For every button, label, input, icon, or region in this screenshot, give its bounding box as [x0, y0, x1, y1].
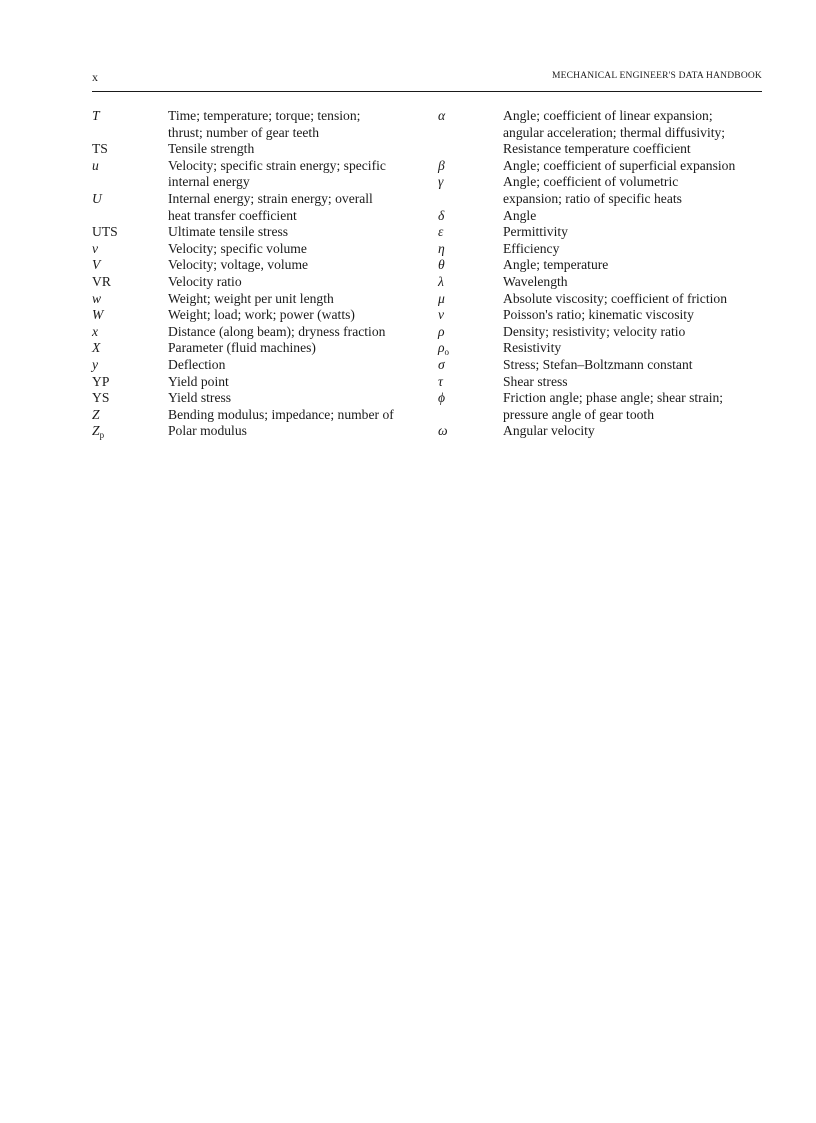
- symbol-glyph: T: [92, 108, 100, 123]
- right-definition-line: Friction angle; phase angle; shear strain;: [503, 390, 724, 406]
- right-symbol: [438, 208, 444, 225]
- right-definition-line: Density; resistivity; velocity ratio: [503, 323, 686, 339]
- symbol-glyph: μ: [438, 290, 445, 306]
- left-symbol: [92, 390, 109, 407]
- left-symbol: [92, 324, 98, 341]
- symbol-glyph: ρ: [438, 323, 445, 339]
- right-definition-line: Wavelength: [503, 274, 568, 289]
- left-definition-line: Parameter (fluid machines): [168, 340, 316, 356]
- right-symbol: [438, 108, 445, 125]
- symbol-glyph: YP: [92, 373, 110, 389]
- right-symbol: [438, 241, 445, 258]
- symbol-glyph: YS: [92, 390, 110, 406]
- right-symbol: [438, 291, 445, 308]
- left-definition-line: thrust; number of gear teeth: [168, 124, 319, 140]
- right-definition-line: Shear stress: [503, 373, 568, 389]
- symbol-subscript: p: [99, 430, 105, 441]
- left-definition-line: Yield point: [168, 373, 229, 389]
- left-symbol: [92, 407, 100, 424]
- symbol-glyph: δ: [438, 207, 445, 223]
- right-definition-line: expansion; ratio of specific heats: [503, 191, 682, 206]
- symbol-glyph: w: [92, 290, 102, 306]
- symbol-glyph: ω: [438, 423, 448, 439]
- right-symbol: [438, 324, 445, 341]
- left-definition-line: Velocity; specific strain energy; specific: [168, 157, 386, 173]
- symbol-glyph: β: [438, 157, 445, 173]
- right-symbol: [438, 374, 443, 391]
- left-symbol: [92, 307, 103, 324]
- left-symbol: [92, 374, 109, 391]
- left-definition-line: Velocity; voltage, volume: [168, 257, 309, 273]
- left-symbol: [92, 108, 100, 125]
- symbol-glyph: W: [92, 307, 104, 323]
- symbol-glyph: ϕ: [438, 390, 446, 406]
- right-symbol: [438, 340, 449, 357]
- symbol-glyph: TS: [92, 141, 108, 157]
- left-definition-line: internal energy: [168, 174, 250, 190]
- symbol-glyph: u: [92, 157, 99, 173]
- symbol-glyph: V: [92, 257, 101, 273]
- right-symbol: [438, 274, 444, 291]
- page-header: [92, 70, 762, 88]
- right-symbol: [438, 174, 443, 191]
- right-symbol: [438, 158, 445, 175]
- symbol-glyph: λ: [438, 274, 444, 289]
- symbol-glyph: ρ: [438, 340, 445, 356]
- symbol-glyph: y: [92, 357, 99, 372]
- right-definition-line: Angle; coefficient of superficial expansion: [503, 157, 736, 173]
- symbol-glyph: α: [438, 108, 446, 123]
- right-definition-line: Efficiency: [503, 240, 560, 256]
- right-definition-line: Stress; Stefan–Boltzmann constant: [503, 357, 693, 372]
- left-definition-line: Polar modulus: [168, 423, 247, 439]
- symbol-glyph: θ: [438, 257, 445, 273]
- left-definition-line: Velocity; specific volume: [168, 240, 307, 256]
- symbol-glyph: ε: [438, 224, 444, 240]
- left-symbol: [92, 158, 99, 175]
- right-definition-line: Angular velocity: [503, 423, 595, 439]
- right-definition-line: Angle: [503, 207, 537, 223]
- symbol-glyph: ν: [438, 307, 445, 323]
- left-definition-line: Weight; weight per unit length: [168, 290, 334, 306]
- page-number: x: [92, 70, 98, 84]
- right-definition-line: Angle; coefficient of volumetric: [503, 174, 679, 190]
- left-symbol: [92, 357, 98, 374]
- symbol-glyph: τ: [438, 373, 443, 389]
- left-definition-line: Time; temperature; torque; tension;: [168, 108, 361, 123]
- left-definition-line: Yield stress: [168, 390, 232, 406]
- left-definition-line: Deflection: [168, 357, 226, 372]
- right-definition-line: pressure angle of gear tooth: [503, 406, 654, 422]
- symbol-glyph: Z: [92, 423, 100, 439]
- left-symbol: [92, 340, 100, 357]
- right-definition-line: angular acceleration; thermal diffusivity;: [503, 124, 726, 140]
- right-symbol: [438, 423, 448, 440]
- left-definition-line: Tensile strength: [168, 141, 255, 157]
- symbol-glyph: U: [92, 191, 102, 206]
- symbol-glyph: γ: [438, 174, 444, 190]
- left-definition-line: heat transfer coefficient: [168, 207, 297, 223]
- header-rule: [92, 91, 762, 92]
- symbol-subscript: o: [444, 347, 450, 358]
- left-definition-line: Internal energy; strain energy; overall: [168, 191, 373, 206]
- left-definition-line: Velocity ratio: [168, 274, 242, 289]
- right-definition-line: Resistance temperature coefficient: [503, 141, 691, 157]
- right-definition-line: Angle; coefficient of linear expansion;: [503, 108, 713, 123]
- symbol-glyph: Z: [92, 406, 100, 422]
- symbol-glyph: x: [92, 323, 99, 339]
- right-symbol: [438, 390, 445, 407]
- running-title: MECHANICAL ENGINEER'S DATA HANDBOOK: [552, 71, 762, 81]
- right-definition-line: Absolute viscosity; coefficient of friction: [503, 290, 727, 306]
- left-symbol: [92, 191, 102, 208]
- symbol-glyph: UTS: [92, 224, 118, 240]
- left-symbol: [92, 423, 104, 440]
- right-definition-line: Poisson's ratio; kinematic viscosity: [503, 307, 694, 323]
- left-symbol: [92, 257, 100, 274]
- symbol-glyph: σ: [438, 357, 445, 372]
- left-symbol: [92, 274, 111, 291]
- right-definition-line: Permittivity: [503, 224, 568, 240]
- right-symbol: [438, 224, 443, 241]
- right-symbol: [438, 357, 445, 374]
- left-definition-line: Ultimate tensile stress: [168, 224, 289, 240]
- symbol-glyph: X: [92, 340, 101, 356]
- symbol-glyph: v: [92, 240, 99, 256]
- left-symbol: [92, 291, 101, 308]
- left-definition-line: Distance (along beam); dryness fraction: [168, 323, 386, 339]
- symbol-glyph: η: [438, 240, 445, 256]
- left-definition-line: Weight; load; work; power (watts): [168, 307, 355, 323]
- left-symbol: [92, 224, 118, 241]
- symbol-glyph: VR: [92, 274, 111, 289]
- right-definition-line: Angle; temperature: [503, 257, 609, 273]
- left-symbol: [92, 141, 108, 158]
- right-definition-line: Resistivity: [503, 340, 562, 356]
- left-definition-line: Bending modulus; impedance; number of: [168, 406, 394, 422]
- right-symbol: [438, 257, 445, 274]
- left-symbol: [92, 241, 98, 258]
- right-symbol: [438, 307, 444, 324]
